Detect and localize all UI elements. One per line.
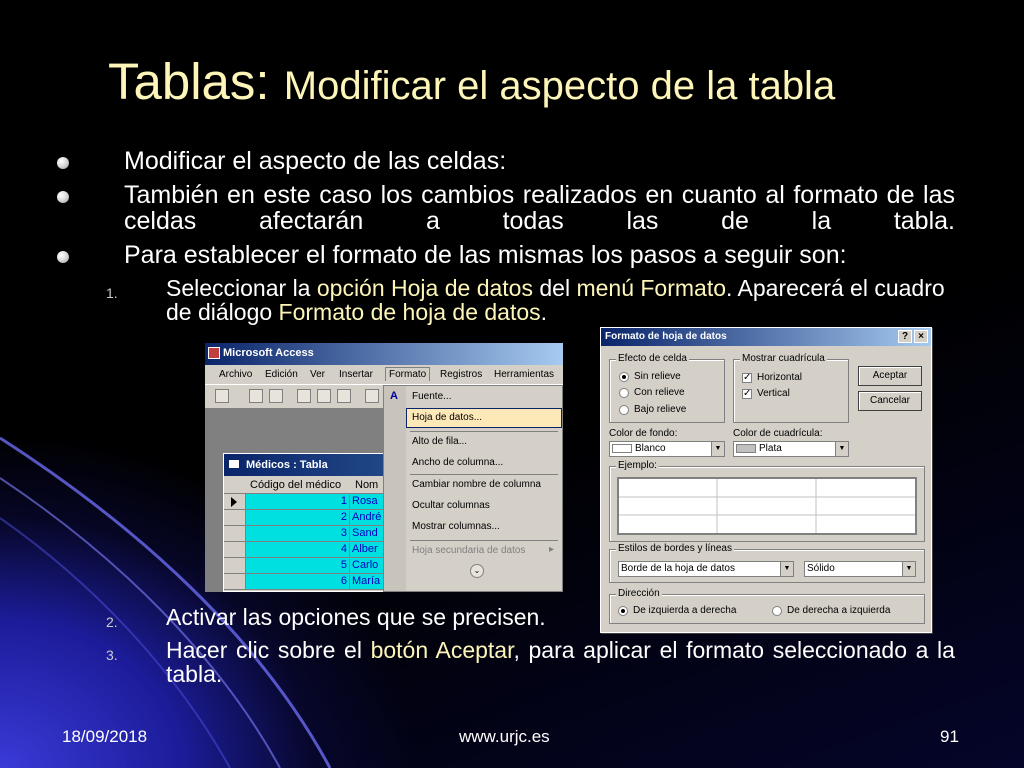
- aceptar-button[interactable]: Aceptar: [858, 366, 922, 386]
- direccion-label: Dirección: [618, 588, 660, 599]
- color-fondo-value: Blanco: [635, 443, 666, 454]
- efecto-celda-label: Efecto de celda: [618, 353, 687, 364]
- cut-icon[interactable]: [365, 389, 379, 403]
- menu-registros[interactable]: Registros: [440, 369, 483, 380]
- checkbox-horizontal[interactable]: ✓: [743, 372, 752, 383]
- step-3-number: 3.: [106, 647, 118, 663]
- dialog-titlebar: [601, 328, 931, 346]
- color-cuadricula-select[interactable]: [733, 441, 849, 457]
- cell-codigo[interactable]: 3: [246, 527, 350, 542]
- mostrar-cuadricula-group: [733, 353, 849, 423]
- expand-menu-icon[interactable]: ⌄: [470, 564, 484, 578]
- cell-codigo[interactable]: 5: [246, 559, 350, 574]
- cancelar-button[interactable]: Cancelar: [858, 391, 922, 411]
- bullet-dot-icon: [57, 157, 69, 169]
- access-screenshot: [205, 343, 563, 592]
- table-icon: [228, 459, 240, 469]
- step-1-text-b: del: [532, 275, 577, 301]
- menu-ver[interactable]: Ver: [310, 369, 326, 380]
- linea-value: Sólido: [807, 563, 835, 574]
- cell-nombre[interactable]: Alber: [352, 543, 378, 555]
- title-sub: Modificar el aspecto de la tabla: [283, 64, 836, 108]
- row-selector[interactable]: [224, 558, 246, 573]
- cell-nombre[interactable]: María: [352, 575, 381, 587]
- access-titlebar: [205, 343, 563, 365]
- direccion-group: [609, 588, 925, 624]
- chevron-down-icon[interactable]: ▼: [902, 562, 915, 576]
- menu-item-mostrar-columnas[interactable]: Mostrar columnas...: [412, 521, 500, 532]
- menu-item-hoja-de-datos[interactable]: Hoja de datos...: [412, 412, 483, 423]
- bullet-1-text: Modificar el aspecto de las celdas:: [124, 147, 507, 175]
- step-1-highlight-b: menú Formato: [576, 275, 727, 301]
- step-1-highlight-c: Formato de hoja de datos: [278, 299, 541, 325]
- bullet-2: [124, 182, 955, 234]
- menu-item-ancho-columna[interactable]: Ancho de columna...: [412, 457, 504, 468]
- silver-swatch-icon: [736, 444, 756, 453]
- submenu-arrow-icon: ▸: [548, 544, 554, 555]
- option-sin-relieve-label: Sin relieve: [634, 371, 681, 382]
- slide-title: [108, 52, 835, 111]
- radio-con-relieve[interactable]: [619, 388, 629, 398]
- cell-codigo[interactable]: 2: [246, 511, 350, 526]
- cell-nombre[interactable]: André: [352, 511, 382, 523]
- checkbox-vertical[interactable]: ✓: [743, 388, 752, 399]
- color-cuadricula-value: Plata: [759, 443, 782, 454]
- color-fondo-select[interactable]: [609, 441, 725, 457]
- option-bajo-relieve-label: Bajo relieve: [634, 404, 687, 415]
- step-1-text-d: .: [540, 299, 548, 325]
- step-1-text-c: . Aparecerá el cuadro de diálogo: [166, 275, 945, 325]
- step-2: [106, 604, 574, 630]
- access-menubar: [205, 365, 563, 385]
- medicos-table-title: Médicos : Tabla: [246, 459, 328, 471]
- color-cuadricula-label: Color de cuadrícula:: [733, 428, 823, 439]
- chevron-down-icon[interactable]: ▼: [780, 562, 793, 576]
- menu-separator: [410, 540, 558, 541]
- row-selector[interactable]: [224, 510, 246, 525]
- formato-hoja-dialog: [600, 327, 932, 633]
- cell-nombre[interactable]: Carlo: [352, 559, 379, 571]
- row-selector[interactable]: [224, 574, 246, 589]
- search-icon[interactable]: [269, 389, 283, 403]
- title-main: Tablas:: [108, 53, 270, 110]
- help-button[interactable]: ?: [898, 330, 912, 343]
- mostrar-cuadricula-label: Mostrar cuadrícula: [742, 353, 825, 364]
- cell-nombre[interactable]: Sand: [352, 527, 378, 539]
- step-3-highlight: botón Aceptar: [370, 637, 514, 663]
- menu-item-fuente[interactable]: Fuente...: [412, 391, 452, 402]
- option-vertical-label: Vertical: [757, 388, 790, 399]
- step-3-text-a: Hacer clic sobre el: [166, 637, 371, 663]
- ejemplo-label: Ejemplo:: [618, 460, 657, 471]
- radio-bajo-relieve[interactable]: [619, 405, 629, 415]
- option-horizontal-label: Horizontal: [757, 372, 803, 383]
- save-icon[interactable]: [249, 389, 263, 403]
- cell-codigo[interactable]: 1: [246, 495, 350, 510]
- color-fondo-label: Color de fondo:: [609, 428, 678, 439]
- bullet-2-text: También en este caso los cambios realizados en cuanto al formato de las celdas afectarán a todas las de la tabla.: [124, 181, 955, 235]
- close-button[interactable]: ×: [914, 330, 928, 343]
- access-app-icon: [208, 347, 220, 359]
- estilos-group: [609, 543, 925, 583]
- menu-archivo[interactable]: Archivo: [219, 369, 253, 380]
- column-header-codigo[interactable]: Código del médico: [250, 479, 342, 491]
- access-window-title: Microsoft Access: [223, 347, 314, 359]
- radio-derecha-izquierda[interactable]: [772, 606, 782, 616]
- spellcheck-icon[interactable]: [337, 389, 351, 403]
- footer-site: www.urjc.es: [459, 727, 550, 746]
- option-con-relieve-label: Con relieve: [634, 387, 685, 398]
- dialog-title: Formato de hoja de datos: [605, 331, 727, 342]
- menu-item-hoja-secundaria[interactable]: Hoja secundaria de datos: [412, 545, 526, 556]
- efecto-celda-group: [609, 353, 725, 423]
- footer-page-number: 91: [940, 727, 959, 746]
- ejemplo-preview: [617, 477, 917, 535]
- step-1-highlight-a: opción Hoja de datos: [316, 275, 533, 301]
- formato-menu: [383, 385, 563, 592]
- option-izquierda-derecha-label: De izquierda a derecha: [633, 605, 737, 616]
- bullet-3: [124, 242, 955, 268]
- menu-edicion[interactable]: Edición: [265, 369, 298, 380]
- white-swatch-icon: [612, 444, 632, 453]
- borde-value: Borde de la hoja de datos: [621, 563, 735, 574]
- estilos-label: Estilos de bordes y líneas: [618, 543, 732, 554]
- cell-nombre[interactable]: Rosa: [352, 495, 378, 507]
- option-derecha-izquierda-label: De derecha a izquierda: [787, 605, 891, 616]
- radio-sin-relieve[interactable]: [619, 372, 629, 382]
- menu-separator: [410, 474, 558, 475]
- row-selector[interactable]: [224, 542, 246, 557]
- menu-icon-strip: [384, 386, 406, 591]
- menu-separator: [410, 431, 558, 432]
- step-1-number: 1.: [106, 285, 118, 301]
- cell-codigo[interactable]: 6: [246, 575, 350, 590]
- menu-insertar[interactable]: Insertar: [339, 369, 373, 380]
- bullet-dot-icon: [57, 251, 69, 263]
- radio-izquierda-derecha[interactable]: [618, 606, 628, 616]
- row-selector-icon[interactable]: [224, 494, 246, 509]
- preview-icon[interactable]: [317, 389, 331, 403]
- step-2-text: Activar las opciones que se precisen.: [166, 604, 546, 630]
- chevron-down-icon[interactable]: ▼: [835, 442, 848, 456]
- linea-select[interactable]: [804, 561, 916, 577]
- font-icon: A: [390, 390, 398, 402]
- step-3: [106, 637, 955, 687]
- step-3-text-b: , para aplicar el formato seleccionado a la tabla.: [166, 637, 955, 687]
- step-2-number: 2.: [106, 614, 118, 630]
- bullet-dot-icon: [57, 191, 69, 203]
- menu-item-cambiar-nombre[interactable]: Cambiar nombre de columna: [412, 479, 541, 490]
- row-selector[interactable]: [224, 526, 246, 541]
- print-icon[interactable]: [297, 389, 311, 403]
- menu-herramientas[interactable]: Herramientas: [494, 369, 555, 380]
- chevron-down-icon[interactable]: ▼: [711, 442, 724, 456]
- footer-date: 18/09/2018: [62, 727, 148, 746]
- menu-item-alto-fila[interactable]: Alto de fila...: [412, 436, 468, 447]
- column-header-nombre[interactable]: Nom: [355, 479, 379, 491]
- step-1: [106, 275, 955, 325]
- bullet-3-text: Para establecer el formato de las mismas los pasos a seguir son:: [124, 241, 847, 269]
- borde-select[interactable]: [618, 561, 794, 577]
- menu-formato[interactable]: Formato: [385, 367, 430, 381]
- menu-item-ocultar-columnas[interactable]: Ocultar columnas: [412, 500, 490, 511]
- cell-codigo[interactable]: 4: [246, 543, 350, 558]
- step-1-text-a: Seleccionar la: [166, 275, 317, 301]
- bullet-1: [124, 148, 955, 174]
- design-view-icon[interactable]: [215, 389, 229, 403]
